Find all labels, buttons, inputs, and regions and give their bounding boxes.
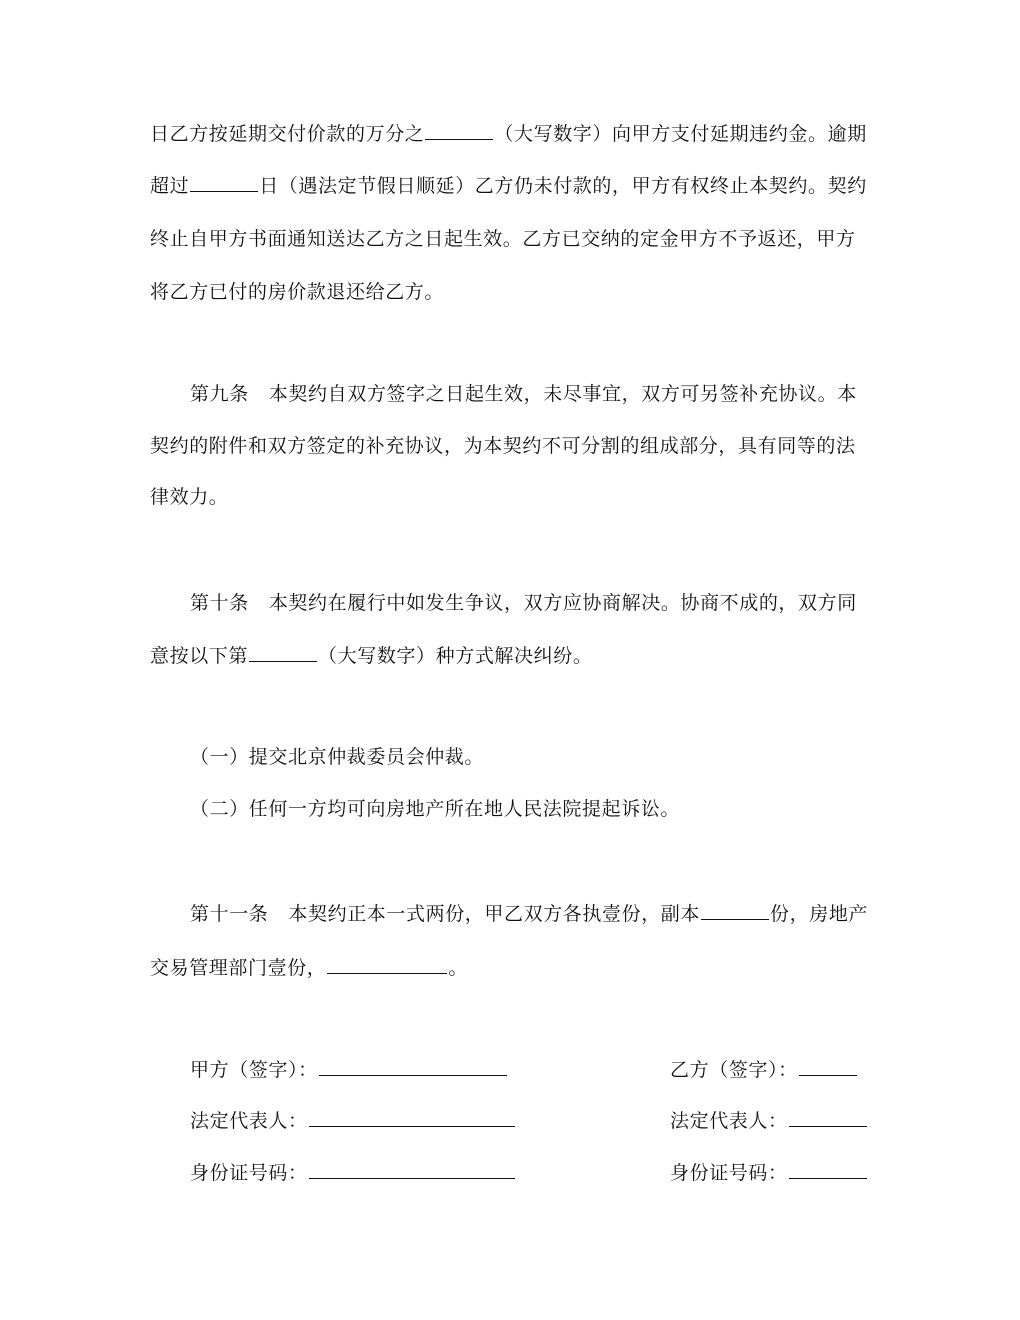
clause10-option2: （二）任何一方均可向房地产所在地人民法院提起诉讼。: [190, 798, 681, 820]
party-b-rep-label: 法定代表人：: [670, 1110, 788, 1132]
fill-blank[interactable]: [190, 173, 258, 192]
text: （大写数字）种方式解决纠纷。: [318, 645, 593, 667]
fill-blank[interactable]: [425, 121, 493, 140]
party-b-id-field[interactable]: [789, 1160, 867, 1179]
clause9-line3: 律效力。: [150, 486, 229, 508]
clause8-line2: [150, 173, 890, 199]
fill-blank[interactable]: [701, 901, 769, 920]
text: 份，房地产: [770, 903, 869, 925]
party-a-id-field[interactable]: [309, 1160, 515, 1179]
clause10-title: 第十条: [190, 592, 249, 614]
party-a-rep-field[interactable]: [309, 1108, 515, 1127]
text: 日乙方按延期交付价款的万分之: [150, 123, 425, 145]
party-b-label: 乙方（签字）：: [670, 1059, 798, 1081]
clause8-line3: 终止自甲方书面通知送达乙方之日起生效。乙方已交纳的定金甲方不予返还，甲方: [150, 228, 856, 250]
party-a-representative: [190, 1108, 516, 1134]
party-a-label: 甲方（签字）：: [190, 1059, 318, 1081]
party-a-signature-field[interactable]: [319, 1057, 507, 1076]
clause9-line1: [190, 381, 890, 407]
clause11-title: 第十一条: [190, 903, 269, 925]
fill-blank[interactable]: [327, 955, 447, 974]
party-b-rep-field[interactable]: [789, 1108, 867, 1127]
party-a-rep-label: 法定代表人：: [190, 1110, 308, 1132]
text: 。: [448, 957, 469, 979]
party-b-id-label: 身份证号码：: [670, 1162, 788, 1184]
text: 本契约在履行中如发生争议，双方应协商解决。协商不成的，双方同: [268, 592, 857, 614]
party-b-representative: [670, 1108, 868, 1134]
clause10-line2: [150, 643, 890, 669]
party-b-signature-field[interactable]: [799, 1057, 857, 1076]
party-a-signature: [190, 1057, 508, 1083]
clause8-line4: 将乙方已付的房价款退还给乙方。: [150, 281, 445, 303]
text: 本契约正本一式两份，甲乙双方各执壹份，副本: [288, 903, 701, 925]
text: 交易管理部门壹份，: [150, 957, 327, 979]
clause11-line1: [190, 901, 890, 927]
party-b-id-number: [670, 1160, 868, 1186]
text: 本契约自双方签字之日起生效，未尽事宜，双方可另签补充协议。本: [268, 383, 857, 405]
party-b-signature: [670, 1057, 858, 1083]
text: 意按以下第: [150, 645, 249, 667]
clause10-line1: [190, 590, 890, 616]
clause9-line2: 契约的附件和双方签定的补充协议，为本契约不可分割的组成部分，具有同等的法: [150, 435, 856, 457]
party-a-id-label: 身份证号码：: [190, 1162, 308, 1184]
fill-blank[interactable]: [249, 643, 317, 662]
clause10-option1: （一）提交北京仲裁委员会仲裁。: [190, 746, 485, 768]
clause9-title: 第九条: [190, 383, 249, 405]
text: 超过: [150, 175, 190, 197]
clause11-line2: [150, 955, 890, 981]
text: 日（遇法定节假日顺延）乙方仍未付款的，甲方有权终止本契约。契约: [259, 175, 867, 197]
clause8-line1: [150, 121, 890, 147]
party-a-id-number: [190, 1160, 516, 1186]
text: （大写数字）向甲方支付延期违约金。逾期: [494, 123, 867, 145]
